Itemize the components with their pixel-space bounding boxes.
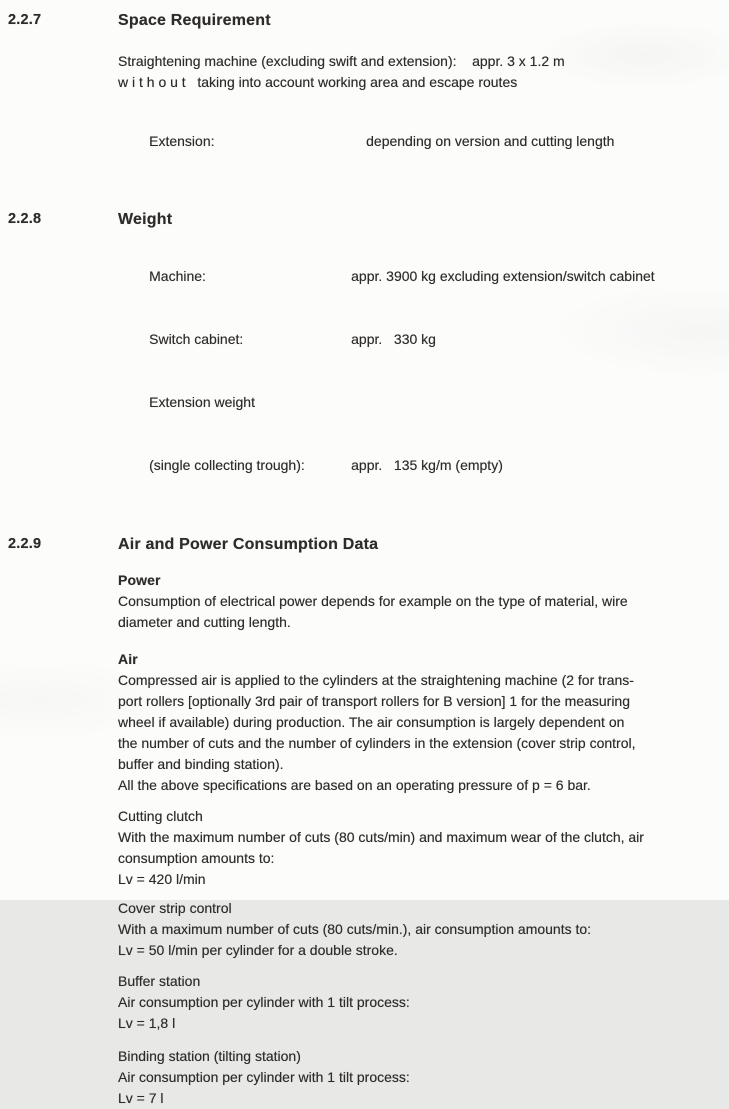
section-title: Space Requirement: [118, 12, 271, 29]
body-line: wheel if available) during production. The air consumption is largely dependent on: [118, 714, 625, 730]
body-line: Lv = 50 l/min per cylinder for a double stroke.: [118, 942, 398, 958]
air-subheading: Air: [118, 651, 138, 667]
section-number: 2.2.8: [8, 211, 42, 227]
spec-row-extension-weight: [118, 371, 719, 434]
body-line: Air consumption per cylinder with 1 tilt process:: [118, 994, 410, 1010]
power-subheading: Power: [118, 572, 161, 588]
body-line: diameter and cutting length.: [118, 614, 291, 630]
body-line: the number of cuts and the number of cylinders in the extension (cover strip control,: [118, 735, 636, 751]
binding-station-heading: Binding station (tilting station): [118, 1048, 301, 1064]
spec-value: appr. 135 kg/m (empty): [351, 457, 503, 473]
spec-row-machine: [118, 245, 719, 308]
body-line: consumption amounts to:: [118, 850, 275, 866]
cutting-clutch-block: [118, 806, 719, 890]
spec-row-switch-cabinet: [118, 308, 719, 371]
section-number: 2.2.7: [8, 12, 42, 28]
spec-label: Extension:: [149, 133, 215, 149]
spec-label: Switch cabinet:: [149, 331, 244, 347]
body-line: Air consumption per cylinder with 1 tilt process:: [118, 1069, 410, 1085]
body-line: With a maximum number of cuts (80 cuts/min.), air consumption amounts to:: [118, 921, 592, 937]
spec-value: depending on version and cutting length: [366, 133, 615, 149]
binding-station-block: [118, 1046, 719, 1109]
spec-label: (single collecting trough):: [149, 457, 305, 473]
cutting-clutch-heading: Cutting clutch: [118, 808, 203, 824]
body-line: port rollers [optionally 3rd pair of transport rollers for B version] 1 for the measuring: [118, 693, 631, 709]
cover-strip-heading: Cover strip control: [118, 900, 232, 916]
buffer-station-block: [118, 971, 719, 1034]
section-title: Weight: [118, 211, 173, 228]
spec-label: Extension weight: [149, 394, 255, 410]
section-air-power-consumption: [8, 534, 719, 1109]
body-line: Lv = 7 l: [118, 1090, 164, 1106]
body-line: Compressed air is applied to the cylinders at the straightening machine (2 for trans-: [118, 672, 634, 688]
air-block: [118, 649, 719, 796]
buffer-station-heading: Buffer station: [118, 973, 201, 989]
spec-value: appr. 3900 kg excluding extension/switch cabinet: [351, 268, 655, 284]
spec-value: appr. 330 kg: [351, 331, 436, 347]
without-note-line: w i t h o u t taking into account working area and escape routes: [118, 74, 518, 90]
section-weight: [8, 209, 719, 497]
body-line: Lv = 1,8 l: [118, 1015, 176, 1031]
body-line: All the above specifications are based on an operating pressure of p = 6 bar.: [118, 777, 591, 793]
section-number: 2.2.9: [8, 536, 42, 552]
cover-strip-block: [118, 898, 719, 961]
section-space-requirement: [8, 10, 719, 173]
spec-row-collecting-trough: [118, 434, 719, 497]
body-line: buffer and binding station).: [118, 756, 284, 772]
power-block: [118, 570, 719, 633]
body-line: Consumption of electrical power depends for example on the type of material, wire: [118, 593, 628, 609]
section-title: Air and Power Consumption Data: [118, 536, 379, 553]
spec-row-extension: [118, 110, 719, 173]
body-line: Lv = 420 l/min: [118, 871, 206, 887]
body-line: With the maximum number of cuts (80 cuts/min) and maximum wear of the clutch, air: [118, 829, 644, 845]
machine-dimensions-line: Straightening machine (excluding swift and extension): appr. 3 x 1.2 m: [118, 53, 565, 69]
spec-label: Machine:: [149, 268, 206, 284]
